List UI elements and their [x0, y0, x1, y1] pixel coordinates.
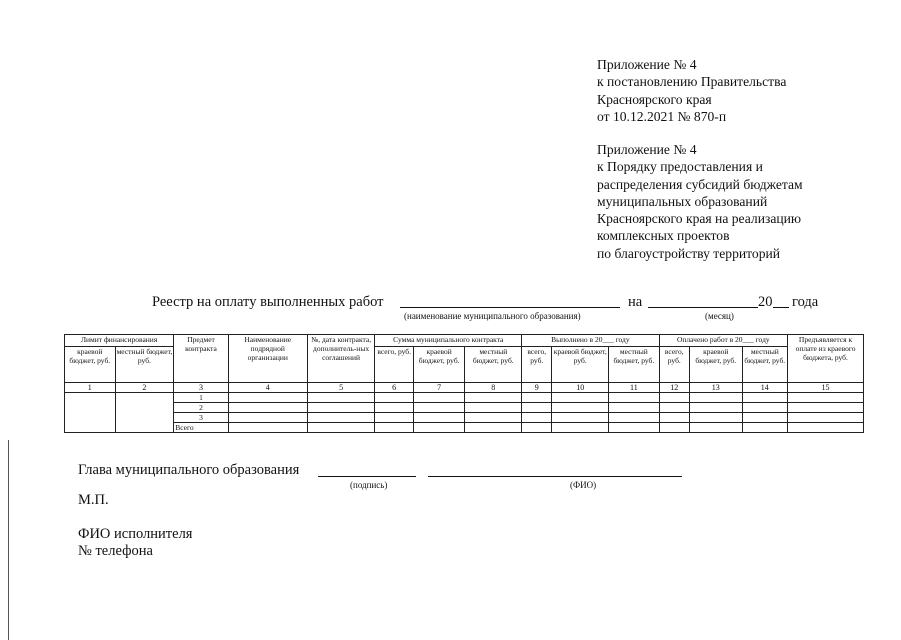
caption-fio: (ФИО) [570, 480, 597, 490]
row-label: 2 [174, 403, 229, 413]
column-number: 4 [228, 383, 307, 393]
column-number: 5 [307, 383, 375, 393]
header-subject: Предмет контракта [174, 335, 229, 383]
header-contract-sum: Сумма муниципального контракта [375, 335, 522, 347]
table-row [65, 393, 864, 403]
appendix-line: по благоустройству территорий [597, 245, 781, 261]
signature-blank-line [318, 476, 416, 477]
column-number: 11 [609, 383, 660, 393]
subheader-regional: краевой бюджет, руб. [65, 347, 116, 383]
header-contract-no: №, дата контракта, дополнитель-ных соглашений [307, 335, 375, 383]
appendix-line: к Порядку предоставления и [597, 159, 763, 175]
row-label: 3 [174, 413, 229, 423]
table-row [65, 413, 864, 423]
title-year-suffix: года [792, 294, 819, 310]
appendix-header-procedure [597, 141, 803, 262]
column-number: 6 [375, 383, 413, 393]
column-number: 15 [788, 383, 864, 393]
month-blank-line [648, 307, 758, 308]
subheader-total: всего, руб. [375, 347, 413, 383]
municipality-blank-line [400, 307, 620, 308]
appendix-line: от 10.12.2021 № 870-п [597, 108, 727, 124]
row-label: 1 [174, 393, 229, 403]
subheader-local: местный бюджет, руб. [115, 347, 174, 383]
phone-label: № телефона [78, 543, 153, 559]
header-paid: Оплачено работ в 20___ году [659, 335, 787, 347]
subheader-regional: краевой бюджет, руб. [552, 347, 609, 383]
year-blank-line [773, 307, 789, 308]
appendix-line: Красноярского края на реализацию [597, 211, 802, 227]
subheader-local: местный бюджет, руб. [742, 347, 788, 383]
total-row [65, 423, 864, 433]
header-done: Выполнено в 20___ году [522, 335, 660, 347]
appendix-line: Приложение № 4 [597, 57, 697, 72]
title-na: на [628, 294, 643, 310]
registry-table [64, 334, 864, 433]
fio-blank-line [428, 476, 682, 477]
column-number: 7 [413, 383, 465, 393]
header-contractor: Наименование подрядной организации [228, 335, 307, 383]
subheader-total: всего, руб. [522, 347, 552, 383]
caption-month: (месяц) [705, 311, 734, 321]
column-number: 1 [65, 383, 116, 393]
table-row [65, 403, 864, 413]
subheader-local: местный бюджет, руб. [609, 347, 660, 383]
title-year-prefix: 20 [758, 294, 773, 310]
header-presented: Предъявляется к оплате из краевого бюджета, руб. [788, 335, 864, 383]
caption-municipality: (наименование муниципального образования) [404, 311, 581, 321]
subheader-regional: краевой бюджет, руб. [413, 347, 465, 383]
total-label: Всего [174, 423, 229, 433]
column-number-row [65, 383, 864, 393]
registry-title: Реестр на оплату выполненных работ [152, 294, 384, 310]
column-number: 12 [659, 383, 689, 393]
head-of-municipality-label: Глава муниципального образования [78, 462, 300, 478]
appendix-line: Красноярского края [597, 91, 712, 107]
appendix-line: Приложение № 4 [597, 142, 697, 157]
appendix-line: муниципальных образований [597, 193, 768, 209]
column-number: 14 [742, 383, 788, 393]
appendix-line: распределения субсидий бюджетам [597, 176, 803, 192]
column-number: 10 [552, 383, 609, 393]
executor-label: ФИО исполнителя [78, 526, 193, 542]
stamp-place: М.П. [78, 492, 109, 508]
column-number: 8 [465, 383, 522, 393]
caption-signature: (подпись) [350, 480, 388, 490]
column-number: 2 [115, 383, 174, 393]
left-margin-line [8, 440, 9, 640]
appendix-line: комплексных проектов [597, 228, 730, 244]
subheader-total: всего, руб. [659, 347, 689, 383]
subheader-local: местный бюджет, руб. [465, 347, 522, 383]
appendix-header-government [597, 56, 786, 125]
column-number: 9 [522, 383, 552, 393]
header-limit: Лимит финансирования [65, 335, 174, 347]
column-number: 3 [174, 383, 229, 393]
column-number: 13 [689, 383, 742, 393]
subheader-regional: краевой бюджет, руб. [689, 347, 742, 383]
limit-regional-cell [65, 393, 116, 433]
limit-local-cell [115, 393, 174, 433]
appendix-line: к постановлению Правительства [597, 74, 787, 90]
